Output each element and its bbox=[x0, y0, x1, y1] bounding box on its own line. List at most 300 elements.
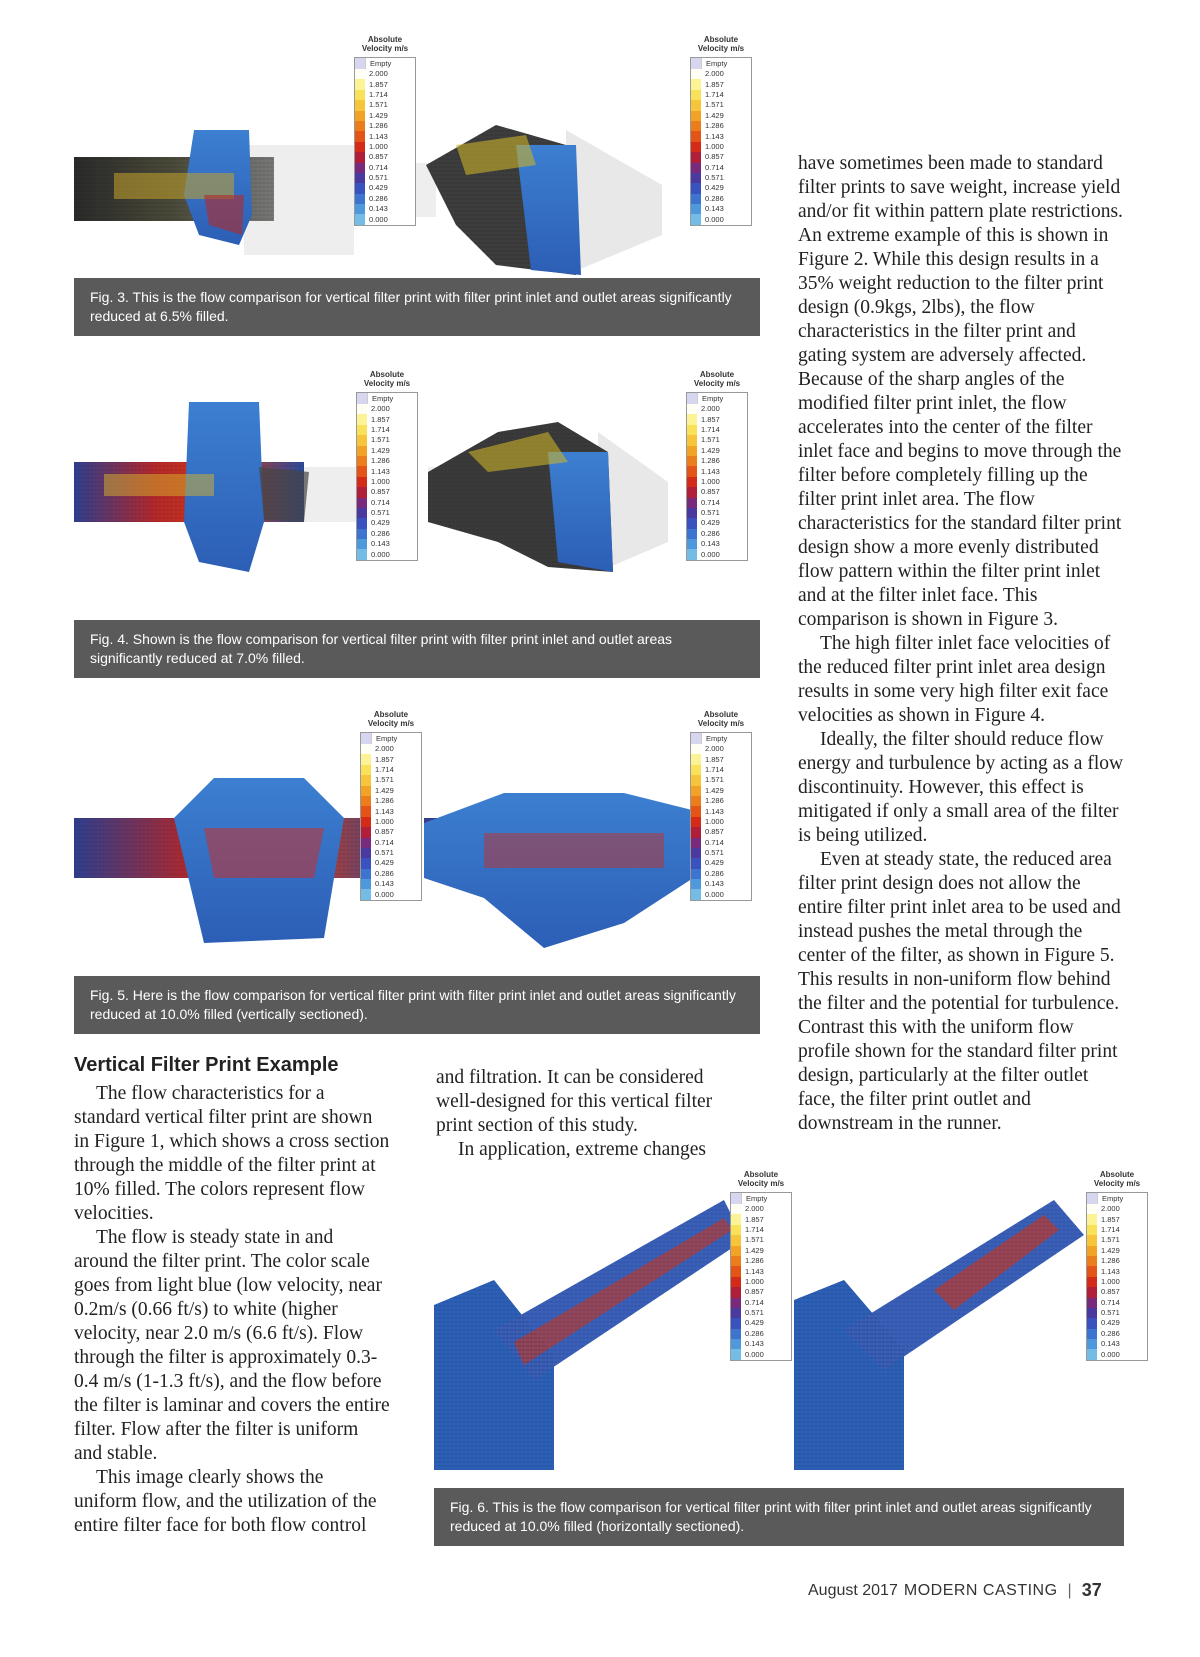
legend-value: 1.143 bbox=[369, 131, 388, 141]
legend-value: 0.143 bbox=[369, 204, 388, 214]
legend-row bbox=[355, 100, 415, 110]
legend-row bbox=[1087, 1266, 1147, 1276]
legend-empty-row bbox=[691, 58, 751, 69]
legend-value: 0.714 bbox=[701, 497, 720, 507]
legend-scale bbox=[730, 1192, 792, 1361]
legend-value: 0.857 bbox=[1101, 1287, 1120, 1297]
legend-value: 1.429 bbox=[701, 445, 720, 455]
legend-value: 0.714 bbox=[369, 162, 388, 172]
paragraph: The high filter inlet face velocities of the reduced filter print inlet area design results in some very high filter exit face velocities as shown in Figure 4. bbox=[798, 633, 1111, 726]
legend-swatch bbox=[1087, 1308, 1097, 1318]
legend-value: 0.571 bbox=[375, 848, 394, 858]
legend-value: 1.286 bbox=[371, 456, 390, 466]
legend-row bbox=[691, 79, 751, 89]
legend-swatch bbox=[357, 425, 367, 435]
legend-empty-row bbox=[687, 393, 747, 404]
paragraph: and filtration. It can be considered well-designed for this vertical filter print section of this study. bbox=[436, 1067, 713, 1136]
legend-value: 1.714 bbox=[371, 424, 390, 434]
legend-swatch bbox=[355, 100, 365, 110]
legend-row bbox=[355, 90, 415, 100]
legend-row bbox=[731, 1287, 791, 1297]
legend-row bbox=[687, 549, 747, 559]
legend-swatch bbox=[361, 796, 371, 806]
issue-date: August 2017 bbox=[808, 1581, 898, 1599]
legend-swatch bbox=[691, 796, 701, 806]
legend-value: 1.571 bbox=[375, 775, 394, 785]
legend-row bbox=[687, 466, 747, 476]
legend-row bbox=[691, 744, 751, 754]
legend-swatch bbox=[1087, 1214, 1097, 1224]
legend-swatch bbox=[687, 487, 697, 497]
legend-value: 0.429 bbox=[369, 183, 388, 193]
legend-row bbox=[687, 487, 747, 497]
legend-swatch bbox=[691, 806, 701, 816]
legend-value: 0.000 bbox=[705, 889, 724, 899]
legend-row bbox=[1087, 1308, 1147, 1318]
paragraph: The flow characteristics for a standard vertical filter print are shown in Figure 1, which shows a cross section through the middle of the filter print at 10% filled. The colors represent flow velocities. bbox=[74, 1083, 390, 1224]
legend-swatch bbox=[691, 754, 701, 764]
legend-swatch bbox=[361, 838, 371, 848]
legend-swatch bbox=[731, 1235, 741, 1245]
legend-value: 1.000 bbox=[369, 141, 388, 151]
fig6-legend-right bbox=[1086, 1170, 1148, 1361]
legend-row bbox=[687, 404, 747, 414]
legend-row bbox=[731, 1266, 791, 1276]
legend-value: 0.714 bbox=[705, 162, 724, 172]
legend-value: 0.857 bbox=[745, 1287, 764, 1297]
legend-row bbox=[361, 775, 421, 785]
legend-swatch bbox=[355, 131, 365, 141]
legend-row bbox=[357, 456, 417, 466]
legend-value: 1.571 bbox=[701, 435, 720, 445]
legend-swatch bbox=[731, 1308, 741, 1318]
legend-swatch bbox=[361, 848, 371, 858]
magazine-name: MODERN CASTING bbox=[903, 1581, 1058, 1599]
paragraph: Ideally, the filter should reduce flow energy and turbulence by acting as a flow discontinuity. However, this effect is mitigated if only a small area of the filter is being utilized. bbox=[798, 729, 1124, 846]
legend-swatch bbox=[1087, 1204, 1097, 1214]
legend-unit: Velocity m/s bbox=[361, 44, 409, 53]
legend-title: Absolute bbox=[703, 35, 739, 44]
fig4-legend-right bbox=[686, 370, 748, 561]
legend-scale bbox=[1086, 1192, 1148, 1361]
legend-swatch bbox=[687, 466, 697, 476]
fig4-sim-right bbox=[428, 392, 688, 582]
legend-row bbox=[361, 796, 421, 806]
legend-row bbox=[691, 754, 751, 764]
fig4-sim-left bbox=[74, 392, 374, 582]
legend-row bbox=[731, 1329, 791, 1339]
footer-divider: | bbox=[1067, 1581, 1072, 1599]
legend-row bbox=[687, 477, 747, 487]
page-number: 37 bbox=[1081, 1580, 1102, 1600]
legend-row bbox=[357, 446, 417, 456]
legend-value: 0.286 bbox=[701, 528, 720, 538]
legend-value: 0.429 bbox=[705, 858, 724, 868]
legend-row bbox=[357, 498, 417, 508]
legend-value: 0.429 bbox=[701, 518, 720, 528]
legend-swatch bbox=[691, 869, 701, 879]
legend-row bbox=[1087, 1225, 1147, 1235]
article-column-3 bbox=[798, 152, 1124, 1136]
legend-value: 1.143 bbox=[705, 806, 724, 816]
legend-row bbox=[357, 508, 417, 518]
legend-value: 1.571 bbox=[369, 100, 388, 110]
legend-title: Absolute bbox=[1099, 1170, 1135, 1179]
legend-empty-row bbox=[691, 733, 751, 744]
legend-empty-label: Empty bbox=[706, 58, 728, 68]
legend-row bbox=[357, 404, 417, 414]
legend-row bbox=[691, 879, 751, 889]
legend-value: 0.571 bbox=[371, 508, 390, 518]
legend-row bbox=[361, 744, 421, 754]
legend-row bbox=[691, 131, 751, 141]
legend-swatch bbox=[357, 518, 367, 528]
fig3-caption: Fig. 3. This is the flow comparison for vertical filter print with filter print inlet and outlet areas significantly reduced at 6.5% filled. bbox=[74, 278, 760, 336]
legend-swatch bbox=[1087, 1339, 1097, 1349]
legend-row bbox=[355, 142, 415, 152]
legend-row bbox=[355, 183, 415, 193]
legend-value: 2.000 bbox=[745, 1204, 764, 1214]
legend-swatch bbox=[691, 131, 701, 141]
legend-value: 1.000 bbox=[701, 476, 720, 486]
legend-row bbox=[1087, 1349, 1147, 1359]
legend-swatch bbox=[357, 529, 367, 539]
paragraph: In application, extreme changes bbox=[458, 1139, 706, 1160]
legend-swatch bbox=[691, 848, 701, 858]
legend-value: 0.000 bbox=[705, 214, 724, 224]
legend-row bbox=[361, 889, 421, 899]
legend-row bbox=[355, 152, 415, 162]
legend-value: 1.571 bbox=[371, 435, 390, 445]
legend-value: 1.429 bbox=[371, 445, 390, 455]
legend-value: 1.143 bbox=[1101, 1266, 1120, 1276]
legend-empty-row bbox=[357, 393, 417, 404]
legend-swatch bbox=[1087, 1349, 1097, 1359]
legend-swatch bbox=[361, 827, 371, 837]
legend-row bbox=[691, 69, 751, 79]
legend-swatch bbox=[355, 152, 365, 162]
legend-row bbox=[357, 414, 417, 424]
legend-empty-label: Empty bbox=[746, 1193, 768, 1203]
article-column-2 bbox=[436, 1066, 736, 1162]
legend-value: 1.000 bbox=[371, 476, 390, 486]
legend-value: 0.286 bbox=[1101, 1328, 1120, 1338]
legend-row bbox=[1087, 1214, 1147, 1224]
legend-row bbox=[355, 214, 415, 224]
legend-value: 0.857 bbox=[375, 827, 394, 837]
paragraph: This image clearly shows the uniform flow, and the utilization of the entire filter face for both flow control bbox=[74, 1467, 377, 1536]
legend-swatch bbox=[355, 214, 365, 224]
legend-value: 1.000 bbox=[375, 816, 394, 826]
legend-row bbox=[357, 539, 417, 549]
legend-row bbox=[361, 879, 421, 889]
legend-swatch bbox=[1087, 1256, 1097, 1266]
legend-value: 0.714 bbox=[745, 1297, 764, 1307]
legend-row bbox=[687, 446, 747, 456]
legend-row bbox=[691, 121, 751, 131]
legend-swatch bbox=[691, 838, 701, 848]
legend-value: 0.857 bbox=[701, 487, 720, 497]
legend-swatch bbox=[687, 508, 697, 518]
legend-swatch bbox=[1087, 1329, 1097, 1339]
legend-swatch bbox=[361, 775, 371, 785]
legend-swatch bbox=[361, 817, 371, 827]
legend-swatch bbox=[691, 214, 701, 224]
legend-swatch bbox=[691, 879, 701, 889]
legend-swatch bbox=[731, 1277, 741, 1287]
legend-swatch bbox=[357, 446, 367, 456]
legend-row bbox=[355, 194, 415, 204]
legend-swatch bbox=[687, 529, 697, 539]
legend-swatch bbox=[687, 539, 697, 549]
legend-value: 0.857 bbox=[369, 152, 388, 162]
legend-swatch bbox=[1087, 1235, 1097, 1245]
legend-value: 1.857 bbox=[369, 79, 388, 89]
legend-value: 0.571 bbox=[745, 1308, 764, 1318]
legend-empty-label: Empty bbox=[376, 733, 398, 743]
legend-empty-row bbox=[361, 733, 421, 744]
legend-swatch bbox=[687, 518, 697, 528]
legend-row bbox=[357, 549, 417, 559]
legend-row bbox=[687, 529, 747, 539]
legend-row bbox=[731, 1277, 791, 1287]
legend-value: 0.143 bbox=[705, 204, 724, 214]
legend-value: 0.714 bbox=[371, 497, 390, 507]
legend-value: 1.714 bbox=[705, 764, 724, 774]
legend-swatch bbox=[357, 549, 367, 559]
legend-swatch bbox=[357, 414, 367, 424]
legend-value: 1.429 bbox=[1101, 1245, 1120, 1255]
legend-value: 0.429 bbox=[745, 1318, 764, 1328]
legend-value: 2.000 bbox=[705, 69, 724, 79]
legend-value: 1.714 bbox=[375, 764, 394, 774]
legend-swatch bbox=[731, 1193, 742, 1203]
legend-row bbox=[361, 827, 421, 837]
legend-value: 1.429 bbox=[705, 785, 724, 795]
legend-swatch bbox=[691, 889, 701, 899]
legend-value: 0.714 bbox=[1101, 1297, 1120, 1307]
legend-swatch bbox=[1087, 1287, 1097, 1297]
legend-row bbox=[687, 456, 747, 466]
legend-swatch bbox=[691, 786, 701, 796]
legend-row bbox=[691, 775, 751, 785]
legend-row bbox=[357, 477, 417, 487]
legend-swatch bbox=[731, 1256, 741, 1266]
legend-row bbox=[1087, 1204, 1147, 1214]
legend-row bbox=[687, 435, 747, 445]
legend-row bbox=[731, 1298, 791, 1308]
legend-row bbox=[361, 806, 421, 816]
legend-row bbox=[731, 1225, 791, 1235]
legend-swatch bbox=[1087, 1298, 1097, 1308]
legend-row bbox=[361, 858, 421, 868]
legend-row bbox=[361, 848, 421, 858]
legend-value: 1.143 bbox=[701, 466, 720, 476]
legend-row bbox=[691, 858, 751, 868]
fig3-legend-right bbox=[690, 35, 752, 226]
legend-empty-label: Empty bbox=[702, 393, 724, 403]
fig3-sim-left bbox=[74, 125, 364, 285]
legend-row bbox=[361, 869, 421, 879]
legend-value: 1.857 bbox=[375, 754, 394, 764]
legend-value: 1.143 bbox=[375, 806, 394, 816]
legend-row bbox=[731, 1214, 791, 1224]
legend-swatch bbox=[361, 858, 371, 868]
legend-swatch bbox=[355, 163, 365, 173]
legend-row bbox=[691, 817, 751, 827]
legend-scale bbox=[690, 57, 752, 226]
legend-row bbox=[361, 817, 421, 827]
legend-row bbox=[357, 435, 417, 445]
legend-swatch bbox=[731, 1204, 741, 1214]
legend-swatch bbox=[691, 183, 701, 193]
legend-value: 1.429 bbox=[375, 785, 394, 795]
legend-value: 1.143 bbox=[705, 131, 724, 141]
legend-swatch bbox=[361, 879, 371, 889]
legend-swatch bbox=[361, 754, 371, 764]
legend-value: 2.000 bbox=[375, 744, 394, 754]
legend-swatch bbox=[687, 456, 697, 466]
legend-scale bbox=[356, 392, 418, 561]
fig6-sim-right bbox=[794, 1180, 1094, 1470]
legend-value: 0.286 bbox=[375, 868, 394, 878]
legend-row bbox=[691, 100, 751, 110]
legend-swatch bbox=[357, 498, 367, 508]
legend-swatch bbox=[355, 69, 365, 79]
legend-swatch bbox=[1087, 1318, 1097, 1328]
legend-swatch bbox=[687, 435, 697, 445]
legend-row bbox=[691, 163, 751, 173]
legend-row bbox=[357, 466, 417, 476]
paragraph: The flow is steady state in and around the filter print. The color scale goes from light blue (low velocity, near 0.2m/s (0.66 ft/s) to white (higher velocity, near 2.0 m/s (6.6 ft/s). Flow through the filter is approximately 0.3-0.4 m/s (1-1.3 ft/s), and the flow before the filter is laminar and covers the entire filter. Flow after the filter is uniform and stable. bbox=[74, 1227, 390, 1464]
legend-row bbox=[355, 111, 415, 121]
legend-value: 0.286 bbox=[371, 528, 390, 538]
legend-row bbox=[1087, 1287, 1147, 1297]
legend-swatch bbox=[687, 404, 697, 414]
legend-swatch bbox=[361, 869, 371, 879]
legend-swatch bbox=[355, 173, 365, 183]
legend-value: 0.286 bbox=[705, 193, 724, 203]
article-column-1 bbox=[74, 1052, 390, 1538]
legend-row bbox=[361, 838, 421, 848]
legend-row bbox=[357, 487, 417, 497]
legend-swatch bbox=[731, 1225, 741, 1235]
legend-swatch bbox=[691, 733, 702, 743]
legend-value: 1.571 bbox=[745, 1235, 764, 1245]
legend-swatch bbox=[355, 183, 365, 193]
legend-swatch bbox=[1087, 1225, 1097, 1235]
legend-row bbox=[691, 142, 751, 152]
legend-swatch bbox=[731, 1329, 741, 1339]
legend-swatch bbox=[691, 58, 702, 68]
legend-value: 1.857 bbox=[705, 79, 724, 89]
fig5-sim-right bbox=[424, 748, 724, 958]
legend-value: 0.000 bbox=[371, 549, 390, 559]
legend-title: Absolute bbox=[369, 370, 405, 379]
legend-value: 0.429 bbox=[705, 183, 724, 193]
legend-value: 1.714 bbox=[745, 1224, 764, 1234]
legend-value: 0.429 bbox=[375, 858, 394, 868]
legend-row bbox=[1087, 1329, 1147, 1339]
legend-unit: Velocity m/s bbox=[697, 719, 745, 728]
legend-value: 0.143 bbox=[705, 879, 724, 889]
legend-row bbox=[731, 1256, 791, 1266]
legend-value: 2.000 bbox=[705, 744, 724, 754]
legend-row bbox=[691, 838, 751, 848]
legend-value: 0.143 bbox=[745, 1339, 764, 1349]
legend-row bbox=[1087, 1277, 1147, 1287]
legend-row bbox=[691, 765, 751, 775]
legend-swatch bbox=[1087, 1266, 1097, 1276]
legend-row bbox=[355, 173, 415, 183]
legend-row bbox=[357, 529, 417, 539]
legend-row bbox=[691, 173, 751, 183]
legend-value: 1.286 bbox=[701, 456, 720, 466]
legend-swatch bbox=[687, 446, 697, 456]
legend-swatch bbox=[357, 466, 367, 476]
legend-scale bbox=[686, 392, 748, 561]
legend-value: 1.714 bbox=[701, 424, 720, 434]
legend-swatch bbox=[691, 817, 701, 827]
legend-value: 0.000 bbox=[1101, 1349, 1120, 1359]
legend-value: 1.857 bbox=[371, 414, 390, 424]
figure-3 bbox=[74, 30, 760, 360]
legend-value: 0.143 bbox=[375, 879, 394, 889]
legend-row bbox=[687, 498, 747, 508]
legend-row bbox=[731, 1246, 791, 1256]
legend-row bbox=[731, 1349, 791, 1359]
legend-value: 0.286 bbox=[369, 193, 388, 203]
legend-swatch bbox=[731, 1266, 741, 1276]
legend-row bbox=[355, 204, 415, 214]
legend-swatch bbox=[687, 498, 697, 508]
legend-value: 0.714 bbox=[705, 837, 724, 847]
legend-row bbox=[691, 152, 751, 162]
legend-row bbox=[361, 754, 421, 764]
legend-value: 1.857 bbox=[701, 414, 720, 424]
legend-value: 2.000 bbox=[1101, 1204, 1120, 1214]
legend-value: 1.286 bbox=[369, 121, 388, 131]
legend-row bbox=[731, 1308, 791, 1318]
legend-value: 0.857 bbox=[705, 152, 724, 162]
legend-title: Absolute bbox=[373, 710, 409, 719]
fig6-sim-left bbox=[434, 1180, 754, 1470]
legend-row bbox=[691, 869, 751, 879]
legend-row bbox=[691, 204, 751, 214]
legend-swatch bbox=[361, 744, 371, 754]
legend-unit: Velocity m/s bbox=[363, 379, 411, 388]
legend-swatch bbox=[731, 1298, 741, 1308]
legend-row bbox=[691, 194, 751, 204]
fig4-caption: Fig. 4. Shown is the flow comparison for vertical filter print with filter print inlet and outlet areas significantly reduced at 7.0% filled. bbox=[74, 620, 760, 678]
legend-row bbox=[1087, 1298, 1147, 1308]
legend-swatch bbox=[357, 393, 368, 403]
legend-title: Absolute bbox=[703, 710, 739, 719]
legend-swatch bbox=[691, 121, 701, 131]
legend-swatch bbox=[355, 111, 365, 121]
legend-value: 1.857 bbox=[1101, 1214, 1120, 1224]
legend-value: 1.571 bbox=[705, 775, 724, 785]
legend-swatch bbox=[691, 142, 701, 152]
fig5-legend-right bbox=[690, 710, 752, 901]
legend-value: 0.000 bbox=[375, 889, 394, 899]
legend-swatch bbox=[1087, 1193, 1098, 1203]
paragraph: Even at steady state, the reduced area filter print design does not allow the entire filter print inlet area to be used and instead pushes the metal through the center of the filter, as shown in Figure 5. This results in non-uniform flow behind the filter and the potential for turbulence. Contrast this with the uniform flow profile shown for the standard filter print design, particularly at the filter outlet face, the filter print outlet and downstream in the runner. bbox=[798, 849, 1121, 1134]
legend-value: 1.286 bbox=[745, 1256, 764, 1266]
figure-5 bbox=[74, 710, 760, 1030]
section-heading: Vertical Filter Print Example bbox=[74, 1054, 339, 1076]
legend-row bbox=[1087, 1246, 1147, 1256]
